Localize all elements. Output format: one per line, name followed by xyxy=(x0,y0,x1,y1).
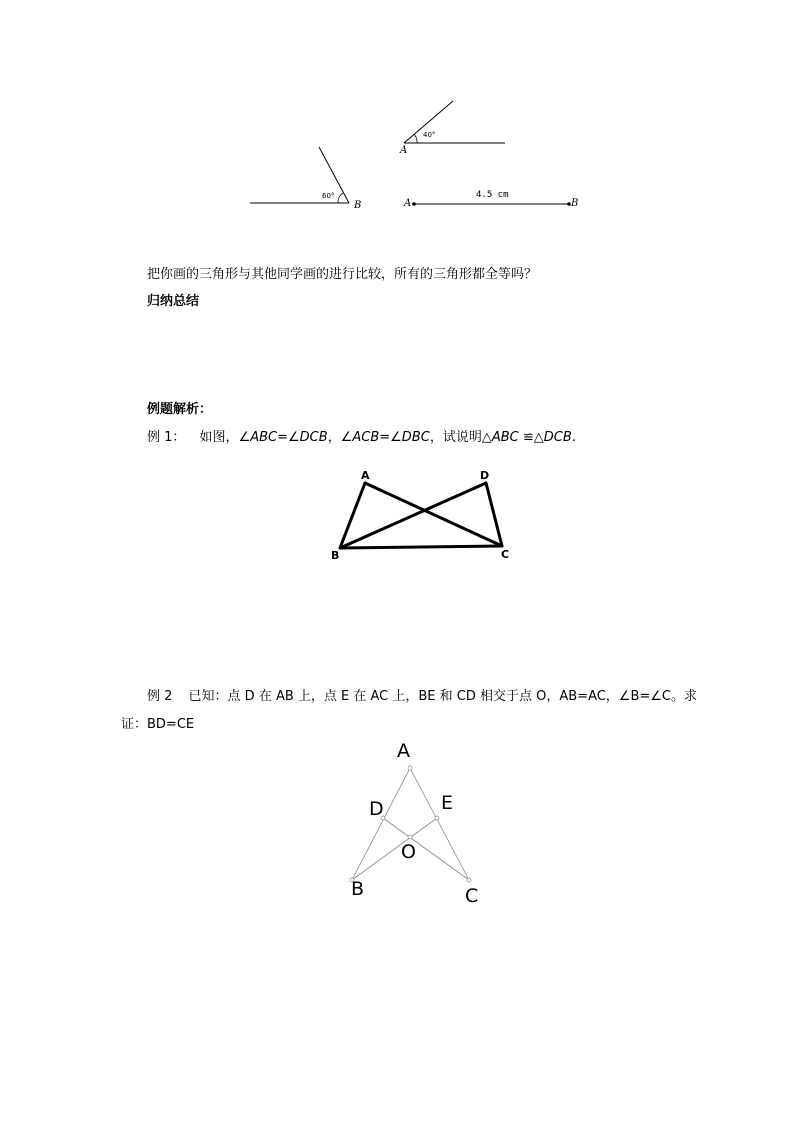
example1-end: . xyxy=(571,430,576,445)
example1-sep: ， xyxy=(327,430,341,445)
example1-eq1: = xyxy=(277,430,289,445)
example1-point-b: B xyxy=(331,549,340,562)
example1-mid: ，试说明 xyxy=(429,430,482,445)
example1-point-d: D xyxy=(480,469,490,482)
example1-angle4: ∠DBC xyxy=(390,430,430,445)
example2-point-o: O xyxy=(401,841,416,863)
example2-point-a: A xyxy=(397,740,410,762)
example1-triangle2: △DCB xyxy=(533,430,572,445)
example2-point-e: E xyxy=(441,792,454,814)
angle-a-value: 40° xyxy=(423,131,436,139)
segment-length-label: 4.5 cm xyxy=(476,190,509,200)
point-c-dot xyxy=(467,878,471,882)
example1-label: 例 1： xyxy=(147,430,186,445)
example1-triangle1: △ABC xyxy=(481,430,519,445)
angle-b-vertex-label: B xyxy=(354,200,362,211)
example2-statement-line2: 证：BD=CE xyxy=(121,717,195,732)
question-line: 把你画的三角形与其他同学画的进行比较，所有的三角形都全等吗？ xyxy=(147,267,538,282)
point-e-dot xyxy=(435,816,439,820)
example2-line1-text: 已知：点 D 在 AB 上，点 E 在 AC 上，BE 和 CD 相交于点 O，AB=AC，∠B=∠C。求 xyxy=(188,689,698,704)
segment-end-label: B xyxy=(571,198,579,209)
example1-eq2: = xyxy=(379,430,391,445)
segment-ab xyxy=(352,768,410,880)
examples-heading: 例题解析： xyxy=(147,402,213,417)
point-o-dot xyxy=(408,835,412,839)
point-a-dot xyxy=(408,766,412,770)
example1-angle3: ∠ACB xyxy=(340,430,380,445)
example1-point-c: C xyxy=(501,548,510,561)
example2-point-c: C xyxy=(465,885,479,907)
example1-prefix: 如图， xyxy=(199,430,239,445)
segment-ac xyxy=(410,768,469,880)
segment-be xyxy=(352,818,437,880)
example1-angle1: ∠ABC xyxy=(238,430,278,445)
example2-point-b: B xyxy=(351,878,365,900)
example1-point-a: A xyxy=(361,469,370,482)
segment-cd xyxy=(383,818,469,880)
summary-heading: 归纳总结 xyxy=(147,294,200,309)
segment-start-label: A xyxy=(404,198,412,209)
angle-b-value: 60° xyxy=(322,192,335,200)
angle-a-vertex-label: A xyxy=(400,145,408,156)
example1-congruent-symbol: ≌ xyxy=(522,430,534,445)
example2-label: 例 2 xyxy=(147,689,173,704)
example2-point-d: D xyxy=(369,798,384,820)
example1-angle2: ∠DCB xyxy=(288,430,328,445)
